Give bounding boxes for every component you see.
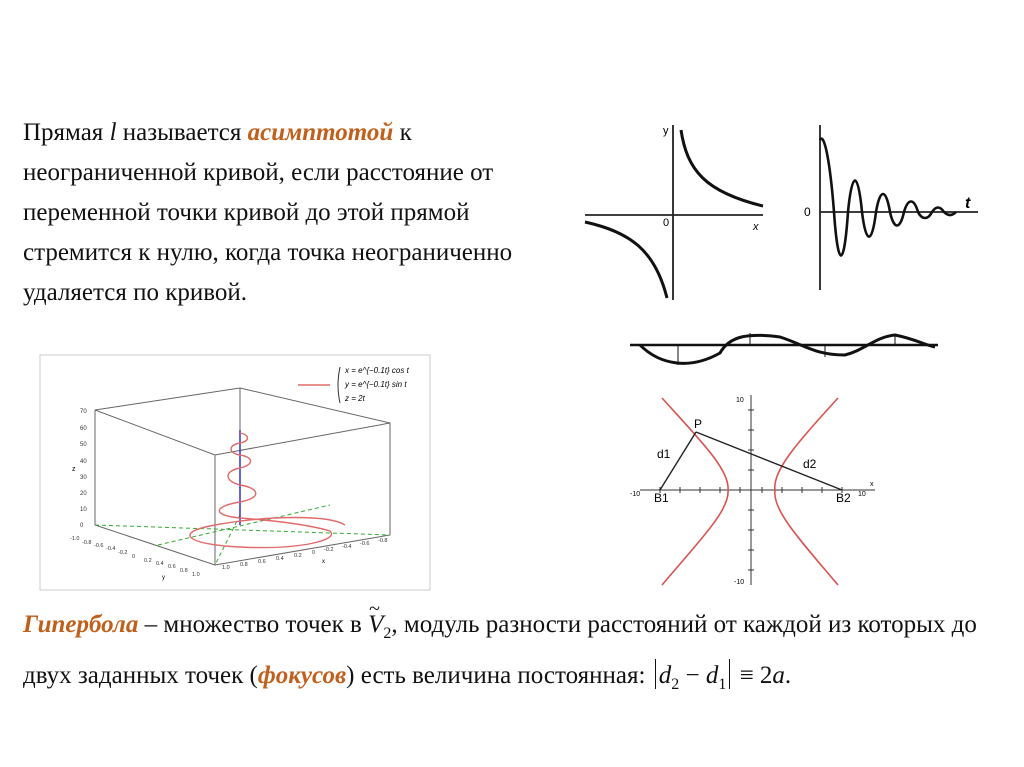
definition-text-2: называется — [116, 119, 248, 146]
abs-right-bar — [729, 659, 730, 689]
svg-text:10: 10 — [80, 507, 87, 513]
damped-wave — [820, 139, 956, 256]
svg-text:0.6: 0.6 — [168, 564, 176, 570]
svg-text:0.4: 0.4 — [156, 561, 164, 567]
d1-label: d1 — [657, 447, 671, 461]
wave-curve — [640, 335, 935, 363]
point-p-label: P — [694, 417, 703, 431]
x-axis-label: x — [870, 481, 874, 488]
formula-d2: d — [658, 662, 672, 689]
point-b1-label: B1 — [654, 491, 669, 505]
line-variable: l — [109, 119, 117, 146]
svg-text:1.0: 1.0 — [222, 565, 230, 571]
asymptote-term: асимптотой — [247, 119, 394, 146]
formula-d2-index: 2 — [671, 676, 680, 693]
svg-text:-0.2: -0.2 — [324, 547, 334, 553]
legend-eq-z: z = 2t — [345, 394, 365, 403]
abs-left-bar — [655, 659, 656, 689]
asymptote-definition — [23, 113, 543, 313]
svg-text:-0.6: -0.6 — [360, 541, 370, 547]
formula-minus: − — [679, 662, 706, 689]
svg-text:0: 0 — [132, 554, 136, 560]
svg-text:50: 50 — [80, 442, 87, 448]
svg-text:-0.8: -0.8 — [82, 540, 92, 546]
svg-text:-0.4: -0.4 — [106, 546, 116, 552]
svg-text:0.2: 0.2 — [144, 558, 152, 564]
svg-text:20: 20 — [80, 491, 87, 497]
hyperbola-term: Гипербола — [23, 611, 139, 638]
oscillating-curve-graph — [630, 325, 940, 375]
svg-text:-0.6: -0.6 — [94, 543, 104, 549]
y-axis-ticks — [70, 536, 200, 578]
svg-text:-0.2: -0.2 — [118, 550, 128, 556]
curve-left-branch — [585, 222, 667, 298]
x-min-label: -10 — [630, 491, 641, 498]
svg-text:-1.0: -1.0 — [70, 536, 80, 542]
foci-term: фокусов — [257, 662, 347, 689]
svg-text:0.8: 0.8 — [180, 568, 188, 574]
formula-end: . — [784, 662, 792, 689]
svg-text:-0.8: -0.8 — [378, 538, 388, 544]
svg-text:-0.4: -0.4 — [342, 544, 352, 550]
hyperbola-right-branch — [775, 398, 838, 585]
hyperbola-definition — [23, 604, 1013, 706]
constant-formula — [652, 662, 792, 693]
hyperbola-text-1: – множество точек в — [138, 611, 369, 638]
space-symbol — [368, 611, 392, 642]
legend-brace — [338, 367, 340, 403]
plot-frame — [40, 355, 430, 590]
formula-d1-index: 1 — [718, 676, 727, 693]
damped-oscillation-graph — [800, 120, 980, 295]
definition-text-1: Прямая — [23, 119, 110, 146]
helix-curve — [190, 433, 345, 548]
d2-label: d2 — [803, 457, 817, 471]
svg-text:1.0: 1.0 — [192, 572, 200, 578]
x-axis-label: x — [753, 221, 759, 233]
legend-eq-x: x = e^{−0.1t} cos t — [345, 366, 409, 375]
segment-d1 — [660, 432, 696, 490]
formula-equiv: ≡ 2 — [733, 662, 773, 689]
helix-3d-plot — [40, 355, 430, 590]
svg-text:0.6: 0.6 — [258, 559, 266, 565]
hyperbola-foci-graph — [620, 390, 885, 590]
svg-text:0: 0 — [312, 550, 316, 556]
formula-a: a — [772, 662, 785, 689]
z-axis-label: z — [72, 466, 76, 473]
x-axis-ticks — [222, 538, 387, 571]
svg-text:0: 0 — [80, 523, 84, 529]
hyperbola-text-2: , модуль разности расстояний от каждой из которых до двух заданных точек ( — [23, 611, 977, 689]
y-min-label: -10 — [734, 579, 745, 586]
grid-lines — [95, 505, 390, 565]
y-axis-label: y — [162, 575, 165, 581]
formula-d1: d — [705, 662, 719, 689]
y-axis-label: y — [663, 125, 669, 137]
legend-eq-y: y = e^{−0.1t} sin t — [345, 380, 407, 389]
asymptote-graph — [585, 120, 775, 305]
svg-text:0.2: 0.2 — [294, 553, 302, 559]
t-axis-label: t — [965, 195, 971, 212]
origin-label: 0 — [804, 205, 811, 219]
origin-label: 0 — [663, 217, 670, 229]
y-max-label: 10 — [736, 397, 744, 404]
svg-text:70: 70 — [80, 409, 87, 415]
box-back — [95, 388, 390, 515]
space-index: 2 — [383, 625, 392, 642]
curve-right-branch — [681, 130, 763, 206]
svg-text:0.4: 0.4 — [276, 556, 284, 562]
svg-text:30: 30 — [80, 475, 87, 481]
svg-text:0.8: 0.8 — [240, 562, 248, 568]
svg-text:60: 60 — [80, 426, 87, 432]
space-letter: ~ V — [368, 604, 383, 646]
x-max-label: 10 — [858, 491, 866, 498]
segment-d2 — [696, 432, 842, 490]
x-axis-label: x — [322, 559, 325, 565]
definition-text-3: к неограниченной кривой, если расстояние от переменной точки кривой до этой прямой стремится к нулю, когда точка неограниченно удаляется по кривой. — [23, 119, 513, 306]
z-axis-ticks — [80, 409, 87, 529]
hyperbola-text-3: ) есть величина постоянная: — [346, 662, 652, 689]
point-b2-label: B2 — [836, 491, 851, 505]
svg-text:40: 40 — [80, 459, 87, 465]
